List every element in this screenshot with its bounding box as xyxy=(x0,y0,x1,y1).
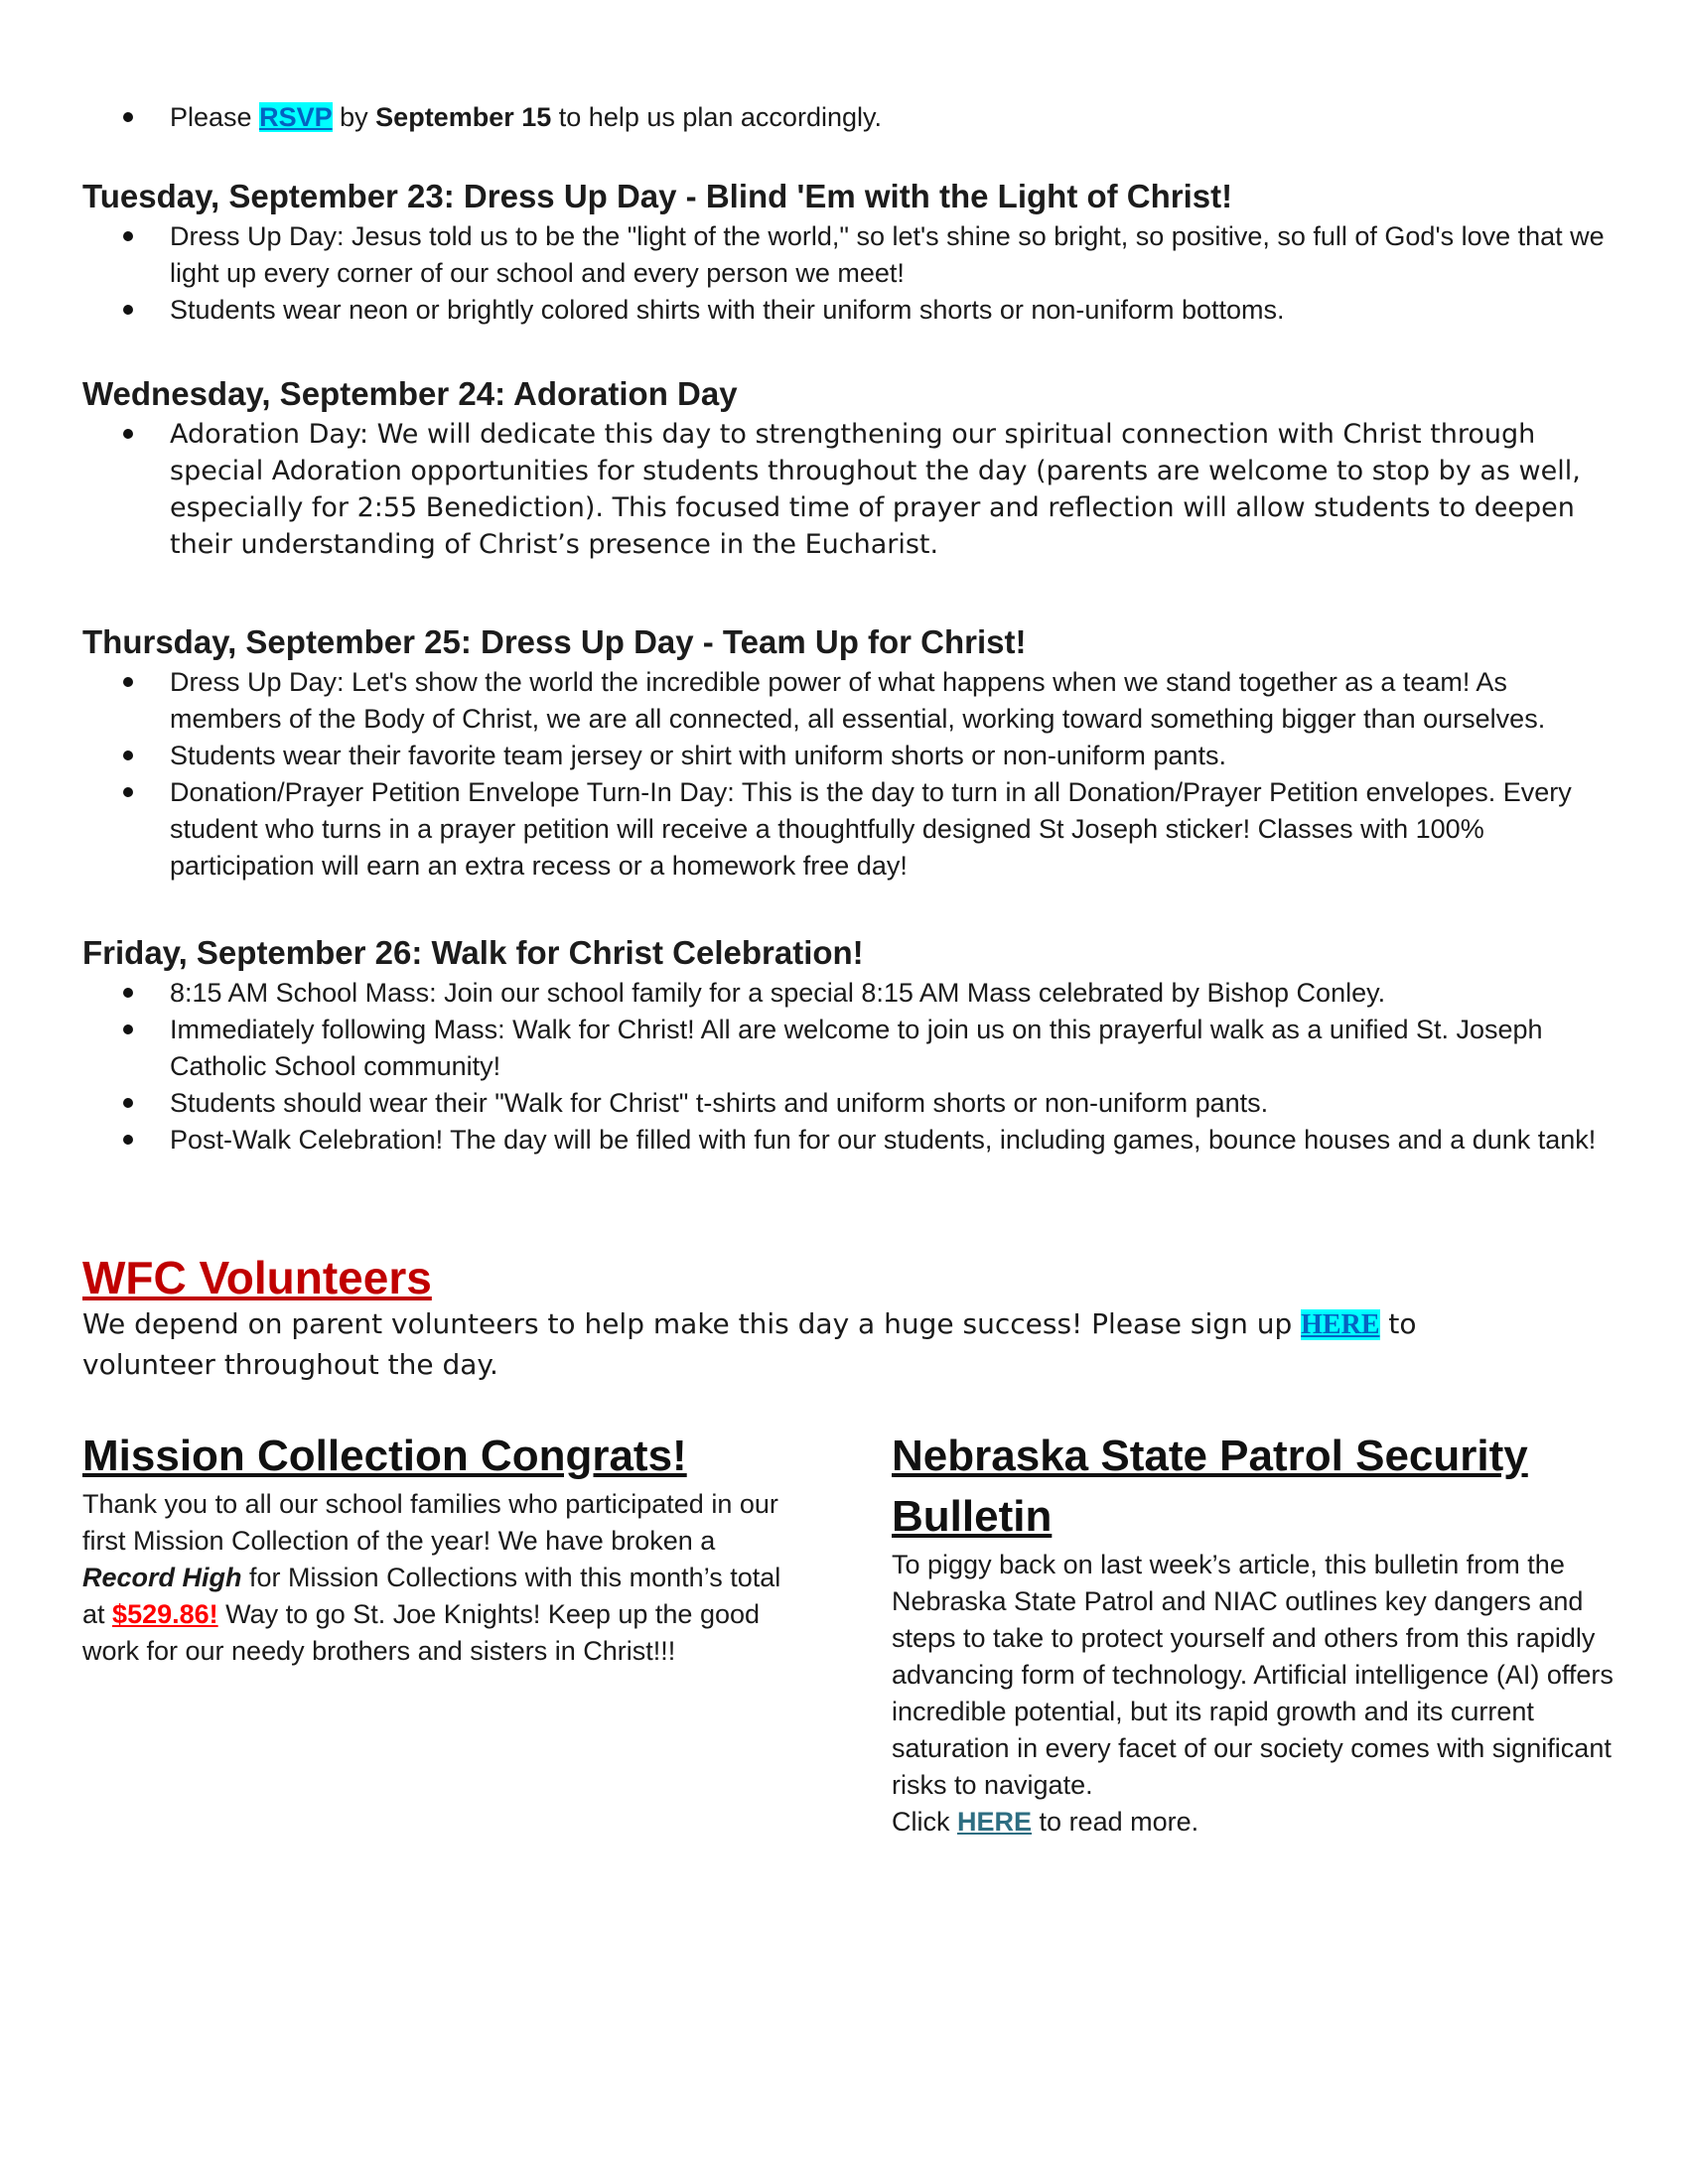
mission-emphasis: Record High xyxy=(82,1563,242,1592)
patrol-section xyxy=(892,1426,1615,1841)
thursday-section xyxy=(82,622,1612,885)
volunteers-text-before: We depend on parent volunteers to help make this day a huge success! Please sign up xyxy=(82,1307,1293,1340)
wednesday-heading: Wednesday, September 24: Adoration Day xyxy=(82,375,738,412)
rsvp-link[interactable]: RSVP xyxy=(259,102,333,132)
thursday-bullet-3: Donation/Prayer Petition Envelope Turn-In Day: This is the day to turn in all Donation/Prayer Petition envelopes. Every student who turns in a prayer petition will receive a thoughtfully designed St Joseph sticker! Classes with 100% participation will earn an extra recess or a homework free day! xyxy=(82,774,1612,885)
mission-text-1: Thank you to all our school families who participated in our first Mission Collection of the year! We have broken a xyxy=(82,1489,778,1556)
tuesday-bullet-1: Dress Up Day: Jesus told us to be the "light of the world," so let's shine so bright, so positive, so full of God's love that we light up every corner of our school and every person we meet! xyxy=(82,218,1612,292)
patrol-click: Click xyxy=(892,1807,950,1837)
thursday-bullet-2: Students wear their favorite team jersey or shirt with uniform shorts or non-uniform pants. xyxy=(82,738,1612,774)
mission-text-2: for Mission Collections with this month’s total at xyxy=(82,1563,781,1629)
patrol-text: To piggy back on last week’s article, this bulletin from the Nebraska State Patrol and NIAC outlines key dangers and steps to take to protect yourself and others from this rapidly advancing form of technology. Artificial intelligence (AI) offers incredible potential, but its rapid growth and its current saturation in every facet of our society comes with significant risks to navigate. xyxy=(892,1550,1614,1800)
tuesday-heading: Tuesday, September 23: Dress Up Day - Blind 'Em with the Light of Christ! xyxy=(82,178,1233,214)
rsvp-prefix: Please xyxy=(170,102,252,132)
patrol-read-more-link[interactable]: HERE xyxy=(957,1807,1033,1837)
rsvp-suffix: to help us plan accordingly. xyxy=(558,102,882,132)
mission-amount: $529.86! xyxy=(112,1599,218,1629)
volunteers-text-after: to volunteer throughout the day. xyxy=(82,1307,1417,1381)
mission-section xyxy=(82,1426,797,1670)
patrol-click-line xyxy=(892,1804,1615,1841)
volunteers-section xyxy=(82,1251,1552,1385)
wednesday-bullet-1: Adoration Day: We will dedicate this day to strengthening our spiritual connection with Christ through special Adoration opportunities for students throughout the day (parents are welcome to stop by as well, especially for 2:55 Benediction). This focused time of prayer and reflection will allow students to deepen their understanding of Christ’s presence in the Eucharist. xyxy=(82,416,1612,563)
mission-text-3: Way to go St. Joe Knights! Keep up the good work for our needy brothers and sisters in Christ!!! xyxy=(82,1599,761,1666)
wednesday-section xyxy=(82,374,1612,563)
friday-heading: Friday, September 26: Walk for Christ Celebration! xyxy=(82,934,864,971)
volunteers-title: WFC Volunteers xyxy=(82,1252,432,1303)
tuesday-bullet-2: Students wear neon or brightly colored shirts with their uniform shorts or non-uniform bottoms. xyxy=(82,292,1612,329)
thursday-bullet-1: Dress Up Day: Let's show the world the incredible power of what happens when we stand together as a team! As members of the Body of Christ, we are all connected, all essential, working toward something bigger than ourselves. xyxy=(82,664,1612,738)
patrol-title: Nebraska State Patrol Security Bulletin xyxy=(892,1432,1528,1541)
rsvp-by: by xyxy=(340,102,368,132)
volunteers-text xyxy=(82,1304,1552,1385)
rsvp-bullet xyxy=(82,99,1602,136)
rsvp-date: September 15 xyxy=(375,102,552,132)
tuesday-section xyxy=(82,177,1612,329)
volunteers-signup-link[interactable]: HERE xyxy=(1301,1309,1380,1340)
friday-bullet-1: 8:15 AM School Mass: Join our school family for a special 8:15 AM Mass celebrated by Bishop Conley. xyxy=(82,975,1612,1012)
mission-title: Mission Collection Congrats! xyxy=(82,1432,687,1480)
rsvp-section xyxy=(82,99,1602,136)
mission-text xyxy=(82,1486,797,1670)
thursday-heading: Thursday, September 25: Dress Up Day - Team Up for Christ! xyxy=(82,623,1027,660)
friday-section xyxy=(82,933,1612,1159)
patrol-suffix: to read more. xyxy=(1039,1807,1199,1837)
friday-bullet-2: Immediately following Mass: Walk for Christ! All are welcome to join us on this prayerful walk as a unified St. Joseph Catholic School community! xyxy=(82,1012,1612,1085)
friday-bullet-4: Post-Walk Celebration! The day will be filled with fun for our students, including games, bounce houses and a dunk tank! xyxy=(82,1122,1612,1159)
friday-bullet-3: Students should wear their "Walk for Christ" t-shirts and uniform shorts or non-uniform pants. xyxy=(82,1085,1612,1122)
